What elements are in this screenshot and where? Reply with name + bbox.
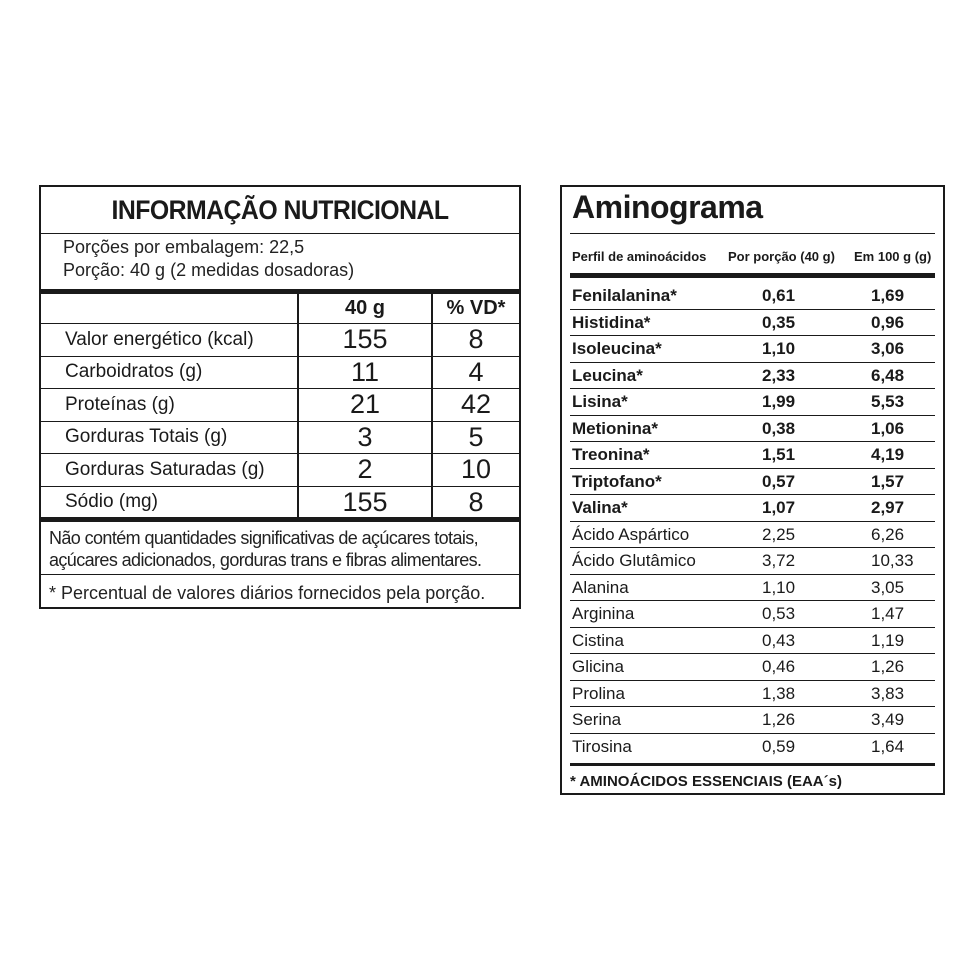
amino-name: Serina (572, 710, 622, 729)
table-row (570, 681, 935, 708)
amino-per-serving: 0,53 (762, 604, 796, 623)
amino-name: Isoleucina* (572, 339, 662, 358)
amino-per-100g: 3,49 (871, 710, 905, 729)
amino-per-100g: 1,19 (871, 630, 905, 650)
amino-name: Tirosina (572, 736, 632, 756)
table-row (570, 442, 935, 469)
table-row (570, 575, 935, 602)
column-header-amount: 40 g (298, 294, 432, 324)
amino-per-100g: 1,69 (871, 286, 905, 305)
aminogram-list (570, 283, 935, 759)
nutrient-label: Proteínas (g) (41, 389, 298, 422)
thick-divider (570, 273, 935, 278)
amino-per-100g: 10,33 (871, 551, 914, 570)
table-row (570, 522, 935, 549)
amino-per-100g: 4,19 (871, 445, 905, 464)
divider (570, 233, 935, 234)
amino-per-100g: 3,83 (871, 683, 905, 703)
table-row (41, 389, 519, 422)
amino-per-serving: 1,26 (762, 710, 796, 729)
table-row (570, 601, 935, 628)
aminogram-header-row (570, 249, 935, 267)
amino-per-100g: 1,06 (871, 418, 905, 438)
amino-per-serving: 1,10 (762, 577, 796, 597)
nutrient-amount: 11 (298, 356, 432, 389)
divider (41, 233, 519, 234)
amino-per-serving: 0,46 (762, 657, 796, 676)
table-row (570, 654, 935, 681)
nutrient-label: Gorduras Totais (g) (41, 421, 298, 454)
divider (41, 574, 519, 575)
amino-per-100g: 1,47 (871, 604, 905, 623)
amino-per-serving: 0,35 (762, 312, 796, 332)
column-header-profile: Perfil de aminoácidos (572, 249, 707, 264)
table-row (41, 324, 519, 357)
amino-name: Metionina* (572, 418, 658, 438)
amino-name: Lisina* (572, 392, 628, 411)
table-row (570, 310, 935, 337)
amino-name: Alanina (572, 577, 629, 597)
table-row (570, 336, 935, 363)
table-row (41, 454, 519, 487)
note-line: açúcares adicionados, gorduras trans e fibras alimentares. (49, 550, 482, 570)
amino-name: Valina* (572, 498, 628, 517)
note-line: Não contém quantidades significativas de açúcares totais, (49, 528, 479, 548)
amino-per-100g: 6,48 (871, 365, 905, 385)
aminogram-title: Aminograma (572, 189, 763, 225)
amino-name: Histidina* (572, 312, 651, 332)
amino-per-serving: 1,10 (762, 339, 796, 358)
amino-per-serving: 1,07 (762, 498, 796, 517)
aminogram-panel (560, 185, 945, 795)
nutrient-label: Sódio (mg) (41, 486, 298, 518)
column-header-per-serving: Por porção (40 g) (728, 249, 835, 264)
amino-per-100g: 1,26 (871, 657, 905, 676)
amino-per-100g: 6,26 (871, 524, 905, 544)
nutrient-amount: 2 (298, 454, 432, 487)
amino-per-100g: 3,05 (871, 577, 905, 597)
amino-per-serving: 2,25 (762, 524, 796, 544)
amino-name: Triptofano* (572, 471, 662, 491)
nutrient-vd: 8 (432, 324, 519, 357)
amino-per-serving: 0,43 (762, 630, 796, 650)
table-row (570, 283, 935, 310)
nutrient-vd: 4 (432, 356, 519, 389)
serving-info (63, 236, 354, 282)
amino-name: Prolina (572, 683, 625, 703)
column-header-label (41, 294, 298, 324)
table-row (570, 628, 935, 655)
amino-per-100g: 1,57 (871, 471, 905, 491)
table-row (570, 495, 935, 522)
nutrient-vd: 8 (468, 486, 484, 517)
column-header-per-100g: Em 100 g (g) (854, 249, 932, 264)
amino-name: Arginina (572, 604, 635, 623)
nutrient-amount: 155 (298, 486, 432, 518)
amino-per-serving: 0,38 (762, 418, 796, 438)
nutrient-vd: 42 (432, 389, 519, 422)
amino-per-serving: 1,38 (762, 683, 796, 703)
amino-name: Ácido Glutâmico (572, 551, 696, 570)
table-row (41, 356, 519, 389)
amino-name: Glicina (572, 657, 624, 676)
amino-per-serving: 0,57 (762, 471, 796, 491)
amino-per-serving: 1,51 (762, 445, 796, 464)
nutrition-note (49, 527, 481, 571)
table-row (570, 548, 935, 575)
nutrient-amount: 155 (298, 324, 432, 357)
nutrient-label: Valor energético (kcal) (41, 324, 298, 357)
nutrient-label: Carboidratos (g) (41, 356, 298, 389)
amino-per-100g: 3,06 (871, 339, 905, 358)
amino-name: Leucina* (572, 365, 643, 385)
table-row (570, 389, 935, 416)
serving-size: Porção: 40 g (2 medidas dosadoras) (63, 260, 355, 280)
servings-per-package: Porções por embalagem: 22,5 (63, 237, 305, 257)
amino-per-serving: 0,61 (762, 286, 796, 305)
table-row (570, 734, 935, 760)
nutrition-title: INFORMAÇÃO NUTRICIONAL (111, 195, 449, 225)
table-row (570, 416, 935, 443)
amino-per-100g: 2,97 (871, 498, 905, 517)
thick-divider (41, 517, 519, 522)
aminogram-footnote: * AMINOÁCIDOS ESSENCIAIS (EAA´s) (570, 773, 842, 790)
amino-per-100g: 0,96 (871, 312, 905, 332)
nutrient-vd: 10 (432, 454, 519, 487)
column-header-vd: % VD* (432, 294, 519, 324)
nutrient-vd: 5 (432, 421, 519, 454)
table-row (41, 421, 519, 454)
nutrition-table (41, 294, 519, 518)
amino-name: Ácido Aspártico (572, 524, 690, 544)
nutrient-amount: 3 (298, 421, 432, 454)
amino-name: Cistina (572, 630, 624, 650)
table-row (570, 469, 935, 496)
nutrient-label: Gorduras Saturadas (g) (41, 454, 298, 487)
table-row (570, 363, 935, 390)
amino-per-serving: 3,72 (762, 551, 796, 570)
amino-name: Fenilalanina* (572, 286, 677, 305)
table-row (570, 707, 935, 734)
nutrient-amount: 21 (298, 389, 432, 422)
nutrition-facts-panel (39, 185, 521, 609)
amino-per-serving: 1,99 (762, 392, 796, 411)
amino-name: Treonina* (572, 445, 650, 464)
amino-per-100g: 5,53 (871, 392, 905, 411)
amino-per-100g: 1,64 (871, 736, 905, 756)
amino-per-serving: 2,33 (762, 365, 796, 385)
table-row (41, 486, 519, 518)
amino-per-serving: 0,59 (762, 736, 796, 756)
thick-divider (570, 763, 935, 766)
nutrition-header-row (41, 294, 519, 324)
nutrition-footnote: * Percentual de valores diários fornecidos pela porção. (49, 583, 486, 603)
